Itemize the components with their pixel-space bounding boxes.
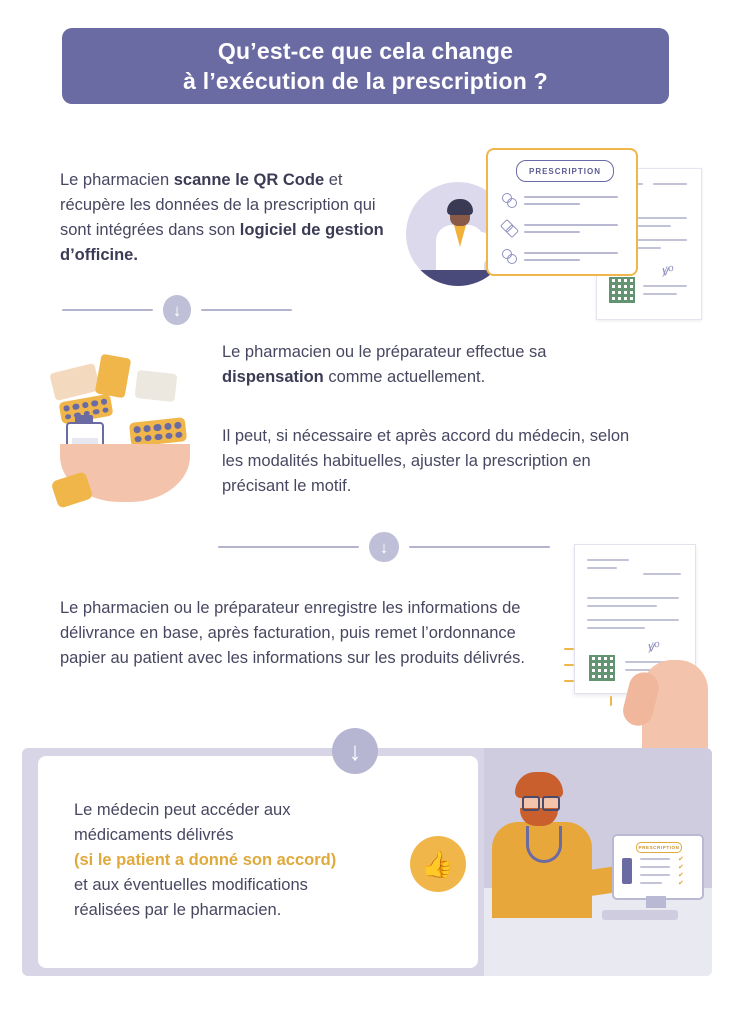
qr-code-icon bbox=[609, 277, 635, 303]
step-3-illustration bbox=[560, 540, 730, 760]
sheet-line bbox=[643, 573, 681, 575]
step-4-line-5: réalisées par le pharmacien. bbox=[74, 901, 282, 919]
step-2-text-part-2: comme actuellement. bbox=[323, 368, 486, 386]
scan-spark bbox=[564, 680, 574, 682]
separator-rule bbox=[201, 309, 292, 311]
step-2-paragraph-b: Il peut, si nécessaire et après accord du médecin, selon les modalités habituelles, ajuster la prescription en précisant le motif. bbox=[222, 427, 630, 495]
step-1-illustration bbox=[398, 140, 698, 315]
sheet-line bbox=[587, 605, 657, 607]
sheet-line bbox=[653, 183, 687, 185]
sheet-line bbox=[587, 559, 629, 561]
thumbs-up-icon: 👍 bbox=[421, 849, 455, 879]
prescription-line bbox=[524, 224, 618, 226]
step-2-paragraph-a bbox=[222, 340, 622, 390]
scan-spark bbox=[564, 664, 574, 666]
prescription-item bbox=[502, 246, 626, 268]
down-arrow-icon-large: ↓ bbox=[332, 728, 378, 774]
check-icon: ✔ bbox=[678, 856, 684, 863]
medicine-box bbox=[49, 363, 100, 401]
separator-rule bbox=[218, 546, 359, 548]
sheet-line bbox=[587, 567, 617, 569]
step-4-line-2: médicaments délivrés bbox=[74, 826, 234, 844]
prescription-badge: PRESCRIPTION bbox=[516, 160, 614, 182]
step-separator-2 bbox=[218, 532, 550, 562]
thumbs-up-badge bbox=[410, 836, 466, 892]
sheet-line bbox=[643, 293, 677, 295]
check-icon: ✔ bbox=[678, 872, 684, 879]
sheet-line bbox=[643, 285, 687, 287]
signature-glyph: ꝟᵒ bbox=[645, 637, 661, 655]
keyboard bbox=[602, 910, 678, 920]
step-4-line-4: et aux éventuelles modifications bbox=[74, 876, 308, 894]
page-title-line-2: à l’exécution de la prescription ? bbox=[183, 68, 548, 94]
medicine-box bbox=[95, 354, 131, 399]
monitor-line bbox=[640, 866, 670, 868]
monitor-sidebar bbox=[622, 858, 632, 884]
prescription-card bbox=[486, 148, 638, 276]
check-icon: ✔ bbox=[678, 880, 684, 887]
check-icon: ✔ bbox=[678, 864, 684, 871]
sheet-line bbox=[587, 619, 679, 621]
prescription-line bbox=[524, 196, 618, 198]
separator-rule bbox=[62, 309, 153, 311]
computer-monitor bbox=[612, 834, 704, 900]
prescription-line bbox=[524, 231, 580, 233]
prescription-item bbox=[502, 190, 626, 212]
page-title-line-1: Qu’est-ce que cela change bbox=[217, 38, 514, 64]
prescription-line bbox=[524, 259, 580, 261]
bottle-cap bbox=[75, 415, 93, 424]
qr-code-icon bbox=[589, 655, 615, 681]
monitor-line bbox=[640, 874, 670, 876]
doctor-hair bbox=[515, 772, 563, 798]
stethoscope-icon bbox=[526, 826, 562, 863]
scan-spark bbox=[610, 696, 612, 706]
signature-glyph: ꝟᵒ bbox=[659, 261, 675, 279]
prescription-item bbox=[502, 218, 626, 240]
blister-pack bbox=[129, 417, 187, 447]
step-2-text-bold-1: dispensation bbox=[222, 368, 324, 386]
sheet-line bbox=[587, 597, 679, 599]
down-arrow-icon: ↓ bbox=[369, 532, 398, 562]
step-separator-1 bbox=[62, 295, 292, 325]
prescription-line bbox=[524, 203, 580, 205]
step-4-line-1: Le médecin peut accéder aux bbox=[74, 801, 291, 819]
pill-icon bbox=[502, 249, 517, 264]
sheet-line bbox=[587, 627, 645, 629]
monitor-prescription-badge: PRESCRIPTION bbox=[636, 842, 682, 853]
medicine-box bbox=[135, 370, 178, 402]
step-4-text bbox=[74, 798, 404, 923]
step-4-illustration bbox=[484, 748, 712, 976]
step-2-illustration bbox=[42, 350, 222, 520]
glasses-icon bbox=[522, 796, 540, 811]
page-title-banner bbox=[62, 28, 669, 104]
pharmacist-hair bbox=[447, 199, 473, 215]
step-1-text-part-2: et récupère les données de la prescription qui sont intégrées dans son bbox=[60, 171, 376, 239]
diamond-pill-icon bbox=[502, 221, 517, 236]
step-1-text-bold-2: logiciel de gestion d’officine. bbox=[60, 221, 384, 264]
down-arrow-icon: ↓ bbox=[163, 295, 192, 325]
blister-pills bbox=[133, 422, 182, 443]
monitor-line bbox=[640, 858, 670, 860]
step-1-text bbox=[60, 168, 405, 268]
prescription-line bbox=[524, 252, 618, 254]
step-3-text: Le pharmacien ou le préparateur enregistre les informations de délivrance en base, après facturation, puis remet l’ordonnance papier au patient avec les informations sur les produits délivrés. bbox=[60, 599, 525, 667]
pill-icon bbox=[502, 193, 517, 208]
step-1-text-bold-1: scanne le QR Code bbox=[173, 171, 325, 189]
scan-spark bbox=[564, 648, 574, 650]
glasses-icon bbox=[542, 796, 560, 811]
monitor-line bbox=[640, 882, 662, 884]
step-2-text-part-1: Le pharmacien ou le préparateur effectue sa bbox=[222, 343, 547, 361]
step-4-consent-note: (si le patient a donné son accord) bbox=[74, 851, 337, 869]
separator-rule bbox=[409, 546, 550, 548]
step-1-text-part-1: Le pharmacien bbox=[60, 171, 174, 189]
monitor-stand bbox=[646, 896, 666, 908]
